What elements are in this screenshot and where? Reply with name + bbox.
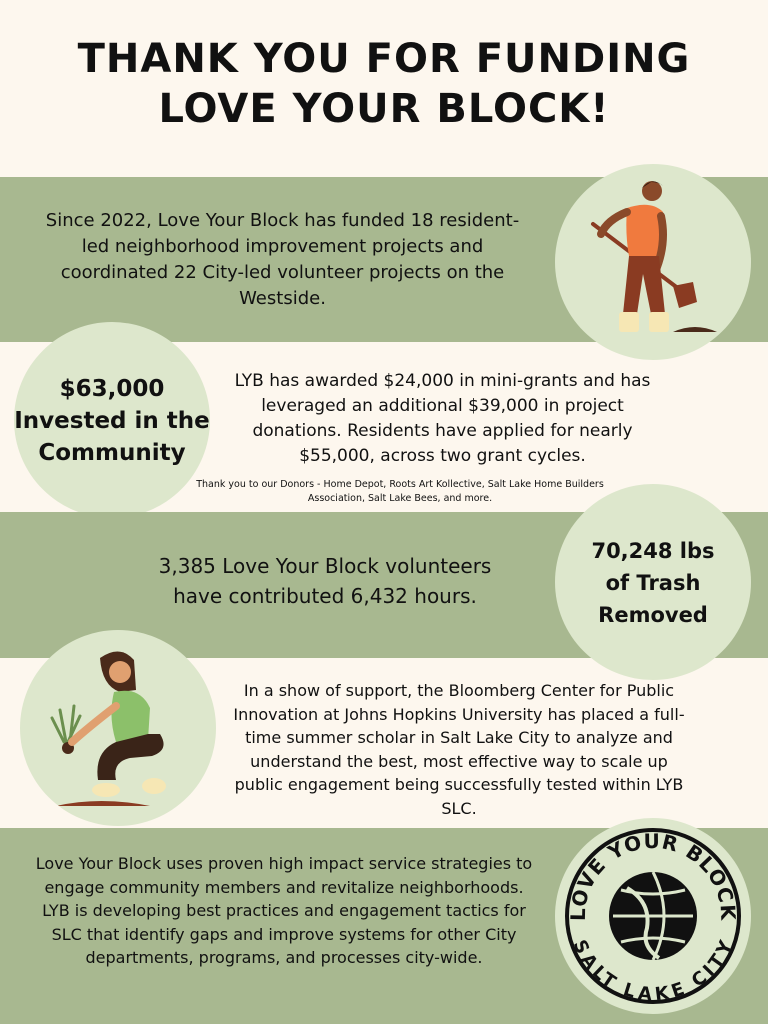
title-line-1: THANK YOU FOR FUNDING	[77, 36, 691, 82]
section-2-text: LYB has awarded $24,000 in mini-grants and has leveraged an additional $39,000 in project donations. Residents have applied for nearly $55,000, across two grant cycles.	[234, 371, 651, 466]
title-line-2: LOVE YOUR BLOCK!	[158, 86, 610, 132]
planting-illustration-circle	[20, 630, 216, 826]
invested-stat-label-1: Invested in the	[14, 408, 210, 434]
shoveling-illustration-circle	[555, 164, 751, 360]
logo-top-text: LOVE YOUR BLOCK	[565, 828, 741, 922]
globe-icon	[609, 872, 697, 960]
section-3-text: 3,385 Love Your Block volunteers have contributed 6,432 hours.	[158, 554, 492, 608]
person-planting-icon	[20, 630, 216, 826]
trash-stat-label-1: of Trash	[605, 571, 701, 595]
trash-stat	[555, 535, 751, 631]
page-title	[0, 34, 768, 134]
logo-circle	[555, 818, 751, 1014]
love-your-block-logo	[555, 818, 751, 1014]
invested-stat-amount: $63,000	[59, 376, 165, 402]
person-shoveling-icon	[555, 164, 751, 360]
section-5-text: Love Your Block uses proven high impact service strategies to engage community members and revitalize neighborhoods. LYB is developing best practices and engagement tactics for SLC that identify gaps and improve systems for other City departments, programs, and processes city-wide.	[35, 854, 533, 967]
logo-bottom-text: SALT LAKE CITY	[568, 936, 738, 1006]
invested-stat	[14, 373, 210, 469]
trash-stat-label-2: Removed	[598, 603, 708, 627]
trash-stat-amount: 70,248 lbs	[591, 539, 715, 563]
donors-note: Thank you to our Donors - Home Depot, Roots Art Kollective, Salt Lake Home Builders Association, Salt Lake Bees, and more.	[196, 479, 604, 504]
section-4-text: In a show of support, the Bloomberg Center for Public Innovation at Johns Hopkins University has placed a full-time summer scholar in Salt Lake City to analyze and understand the best, most effective way to scale up public engagement being successfully tested within LYB SLC.	[233, 681, 685, 818]
invested-stat-label-2: Community	[38, 440, 186, 466]
section-1-text: Since 2022, Love Your Block has funded 18 resident-led neighborhood improvement projects and coordinated 22 City-led volunteer projects on the Westside.	[45, 210, 520, 309]
